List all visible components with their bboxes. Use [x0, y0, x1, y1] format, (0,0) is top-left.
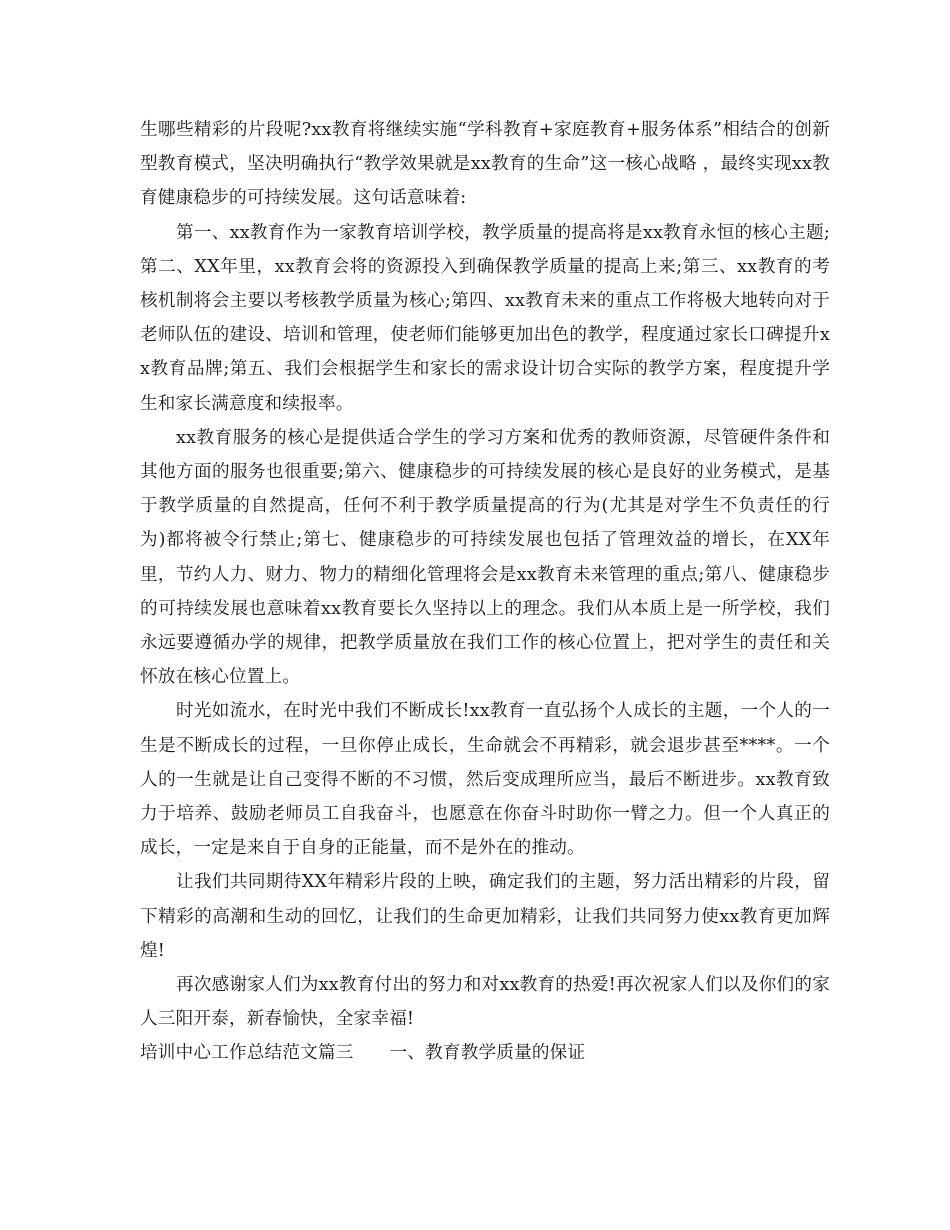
paragraph-growth: 时光如流水，在时光中我们不断成长!xx教育一直弘扬个人成长的主题，一个人的一生是不断成长的过程，一旦你停止成长，生命就会不再精彩，就会退步甚至****。一个人的一生就是让自己变得不断的不习惯，然后变成理所应当，最后不断进步。xx教育致力于培养、鼓励老师员工自我奋斗，也愿意在你奋斗时助你一臂之力。但一个人真正的成长，一定是来自于自身的正能量，而不是外在的推动。: [140, 701, 830, 859]
section-subtitle: 一、教育教学质量的保证: [389, 1043, 586, 1064]
section-title: 培训中心工作总结范文篇三: [140, 1043, 354, 1064]
paragraph-priorities: 第一、xx教育作为一家教育培训学校，教学质量的提高将是xx教育永恒的核心主题;第二、XX年里，xx教育会将的资源投入到确保教学质量的提高上来;第三、xx教育的考核机制将会主要以考核教学质量为核心;第四、xx教育未来的重点工作将极大地转向对于老师队伍的建设、培训和管理，使老师们能够更加出色的教学，程度通过家长口碑提升xx教育品牌;第五、我们会根据学生和家长的需求设计切合实际的教学方案，程度提升学生和家长满意度和续报率。: [140, 222, 830, 414]
document-body: [140, 113, 830, 1071]
paragraph-continuation: 生哪些精彩的片段呢?xx教育将继续实施“学科教育+家庭教育+服务体系”相结合的创新型教育模式，坚决明确执行“教学效果就是xx教育的生命”这一核心战略 ，最终实现xx教育健康稳步的可持续发展。这句话意味着:: [140, 120, 830, 209]
section-heading: [140, 1036, 830, 1070]
paragraph-thanks: 再次感谢家人们为xx教育付出的努力和对xx教育的热爱!再次祝家人们以及你们的家人三阳开泰，新春愉快，全家幸福!: [140, 975, 830, 1030]
paragraph-service-core: xx教育服务的核心是提供适合学生的学习方案和优秀的教师资源，尽管硬件条件和其他方面的服务也很重要;第六、健康稳步的可持续发展的核心是良好的业务模式，是基于教学质量的自然提高，任何不利于教学质量提高的行为(尤其是对学生不负责任的行为)都将被令行禁止;第七、健康稳步的可持续发展也包括了管理效益的增长，在XX年里，节约人力、财力、物力的精细化管理将会是xx教育未来管理的重点;第八、健康稳步的可持续发展也意味着xx教育要长久坚持以上的理念。我们从本质上是一所学校，我们永远要遵循办学的规律，把教学质量放在我们工作的核心位置上，把对学生的责任和关怀放在核心位置上。: [140, 427, 830, 688]
paragraph-expectation: 让我们共同期待XX年精彩片段的上映，确定我们的主题，努力活出精彩的片段，留下精彩的高潮和生动的回忆，让我们的生命更加精彩，让我们共同努力使xx教育更加辉煌!: [140, 872, 830, 961]
